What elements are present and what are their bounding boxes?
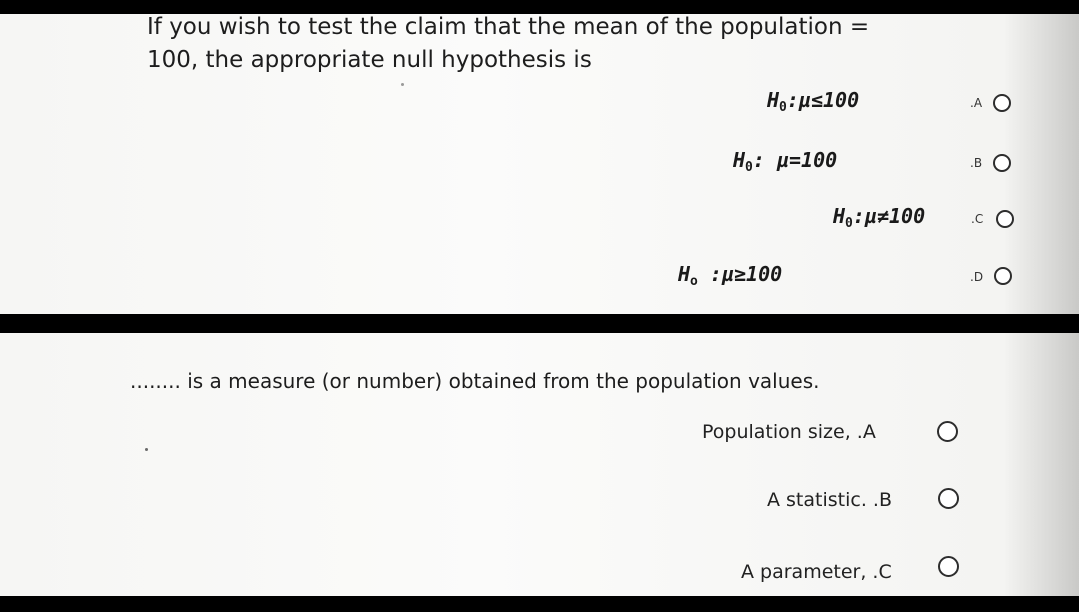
option-d-hypothesis: $H_o$ :µ≥100 <box>678 262 783 289</box>
option-b-radio[interactable] <box>938 488 959 509</box>
speck <box>401 83 404 86</box>
option-c-letter: .C <box>971 212 984 226</box>
question-1-line-2: 100, the appropriate null hypothesis is <box>147 47 592 73</box>
question-1-line-1: If you wish to test the claim that the mean of the population = <box>147 14 870 40</box>
option-c-radio[interactable] <box>938 556 959 577</box>
speck <box>145 448 148 451</box>
option-c-radio[interactable] <box>996 210 1014 228</box>
option-b-label: A statistic. .B <box>767 489 892 511</box>
option-d-letter: .D <box>970 270 984 284</box>
option-b-hypothesis: $H_0$: µ=100 <box>733 148 838 175</box>
question-2-card <box>0 333 1079 596</box>
option-a-label: Population size, .A <box>702 421 876 443</box>
question-2-text: ........ is a measure (or number) obtained from the population values. <box>130 369 820 393</box>
option-c-label: A parameter, .C <box>741 561 892 583</box>
option-a-radio[interactable] <box>937 421 958 442</box>
option-b-radio[interactable] <box>993 154 1011 172</box>
option-a-radio[interactable] <box>993 94 1011 112</box>
option-d-radio[interactable] <box>994 267 1012 285</box>
option-a-letter: .A <box>970 96 983 110</box>
option-c-hypothesis: $H_0:\mu\ne 100$ <box>833 204 926 231</box>
option-a-hypothesis: $H_0:\mu\le 100$ <box>767 88 860 115</box>
question-1-card <box>0 14 1079 314</box>
option-b-letter: .B <box>970 156 983 170</box>
